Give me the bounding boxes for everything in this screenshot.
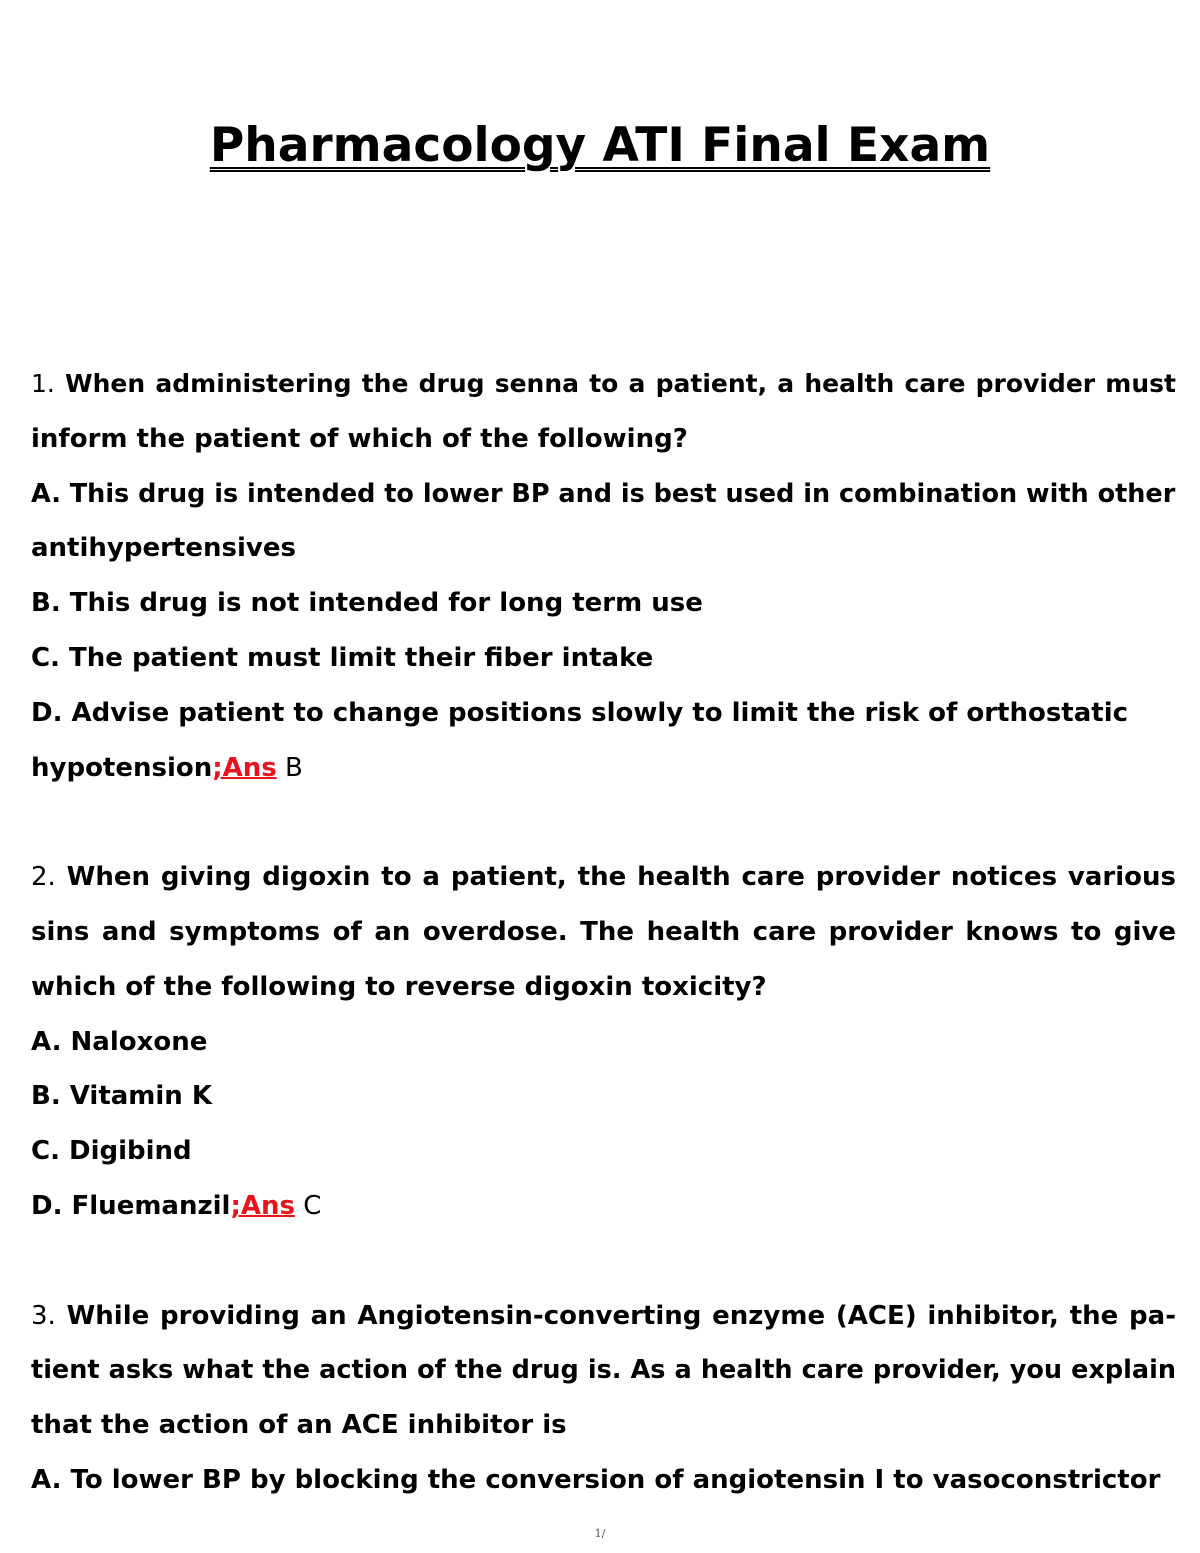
question-1 — [31, 357, 1176, 795]
answer-label: ;Ans — [212, 752, 277, 783]
question-2-line-3: which of the following to reverse digoxin toxicity? — [31, 971, 767, 1002]
exam-content — [31, 357, 1176, 1508]
answer-value: B — [276, 752, 303, 783]
question-2-option-b: B. Vitamin K — [31, 1081, 213, 1112]
question-1-option-d-cont: hypotension;Ans B — [31, 752, 303, 783]
question-1-option-b: B. This drug is not intended for long term use — [31, 588, 703, 619]
question-2-option-a: A. Naloxone — [31, 1026, 208, 1057]
page-title: Pharmacology ATI Final Exam — [209, 118, 991, 173]
question-1-line-1: 1. When administering the drug senna to a patient, a health care provider must — [31, 369, 1176, 398]
question-3-option-a: A. To lower BP by blocking the conversion of angiotensin I to vasoconstrictor — [31, 1464, 1161, 1495]
question-1-line-2: inform the patient of which of the following? — [31, 423, 688, 454]
question-2-line-1: 2. When giving digoxin to a patient, the health care provider notices various — [31, 862, 1176, 893]
question-1-number: 1. — [31, 369, 55, 398]
question-2-line-2: sins and symptoms of an overdose. The health care provider knows to give — [31, 916, 1176, 947]
question-2 — [31, 850, 1176, 1234]
question-1-option-c: C. The patient must limit their fiber intake — [31, 642, 654, 673]
question-3-line-3: that the action of an ACE inhibitor is — [31, 1410, 567, 1441]
spacer — [31, 1234, 1176, 1289]
question-1-option-a-cont: antihypertensives — [31, 533, 296, 564]
question-2-option-d: D. Fluemanzil;Ans C — [31, 1190, 322, 1221]
question-2-option-c: C. Digibind — [31, 1136, 192, 1167]
question-1-option-d: D. Advise patient to change positions slowly to limit the risk of orthostatic — [31, 697, 1129, 728]
question-1-option-a: A. This drug is intended to lower BP and is best used in combination with other — [31, 478, 1176, 509]
question-3-line-1: 3. While providing an Angiotensin-converting enzyme (ACE) inhibitor, the pa- — [31, 1300, 1176, 1331]
answer-label: ;Ans — [230, 1190, 295, 1221]
question-2-number: 2. — [31, 862, 56, 893]
page-footer: 1/ — [594, 1527, 606, 1540]
question-3-number: 3. — [31, 1300, 56, 1331]
question-3-line-2: tient asks what the action of the drug is. As a health care provider, you explain — [31, 1355, 1176, 1386]
question-3 — [31, 1289, 1176, 1508]
answer-value: C — [294, 1190, 322, 1221]
spacer — [31, 795, 1176, 850]
